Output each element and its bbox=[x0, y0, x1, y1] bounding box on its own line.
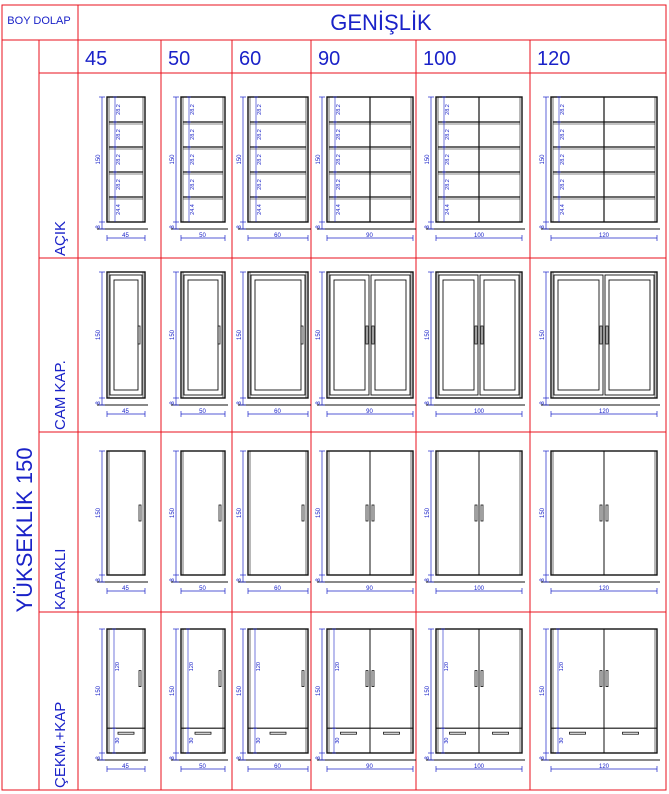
height-dimension-label: 150 bbox=[170, 154, 176, 165]
cabinet-open-120 bbox=[540, 97, 660, 241]
width-label-120: 120 bbox=[537, 48, 571, 70]
plinth-dimension-label: 8 bbox=[540, 225, 546, 229]
door-handle bbox=[366, 326, 368, 344]
plinth-dimension-label: 8 bbox=[170, 401, 176, 405]
cabinet-glass-50 bbox=[170, 272, 228, 417]
plinth-dimension-label: 8 bbox=[540, 756, 546, 760]
cabinet-body bbox=[248, 451, 308, 575]
plinth-dimension-label: 8 bbox=[96, 225, 102, 229]
cabinet-drawer-50 bbox=[170, 629, 228, 772]
cabinet-door-50 bbox=[170, 451, 228, 594]
height-dimension-label: 150 bbox=[316, 329, 322, 341]
drawer-handle bbox=[195, 732, 211, 734]
door-frame bbox=[371, 275, 410, 395]
door-handle bbox=[139, 671, 141, 687]
shelf-dimension-label: 28.2 bbox=[445, 154, 451, 165]
height-dimension-label: 150 bbox=[96, 329, 102, 341]
width-dimension-label: 45 bbox=[122, 409, 129, 415]
shelf-dimension-label: 28.2 bbox=[116, 104, 122, 115]
cabinet-open-100 bbox=[425, 97, 525, 241]
door-frame bbox=[184, 275, 222, 395]
shelf-dimension-label: 24.4 bbox=[190, 204, 196, 215]
cabinet-open-90 bbox=[316, 97, 416, 241]
row-label: ÇEKM.+KAP bbox=[52, 701, 69, 788]
width-label-90: 90 bbox=[318, 48, 341, 70]
shelf-dimension-label: 28.2 bbox=[560, 104, 566, 115]
glass-panel bbox=[609, 280, 650, 390]
height-dimension-label: 150 bbox=[540, 154, 546, 165]
width-dimension-label: 120 bbox=[598, 586, 610, 592]
shelf-dimension-label: 24.4 bbox=[336, 204, 342, 215]
door-handle bbox=[481, 326, 483, 344]
width-dimension-label: 100 bbox=[473, 586, 485, 592]
cabinet-open-60 bbox=[237, 97, 311, 241]
door-handle bbox=[372, 326, 374, 344]
plinth-dimension-label: 8 bbox=[237, 225, 243, 229]
door-handle bbox=[606, 505, 608, 521]
plinth-dimension-label: 8 bbox=[96, 401, 102, 405]
width-dimension-label: 100 bbox=[473, 764, 485, 770]
width-dimension-label: 50 bbox=[199, 233, 206, 239]
corner-label: BOY DOLAP bbox=[7, 15, 71, 27]
plinth-dimension-label: 8 bbox=[316, 578, 322, 582]
shelf-dimension-label: 28.2 bbox=[257, 154, 263, 165]
plinth-dimension-label: 8 bbox=[425, 225, 431, 229]
door-frame bbox=[480, 275, 519, 395]
height-dimension-label: 150 bbox=[237, 507, 243, 519]
height-dimension-label: 150 bbox=[425, 685, 431, 697]
plinth-dimension-label: 8 bbox=[237, 578, 243, 582]
cabinet-door-90 bbox=[316, 451, 416, 594]
glass-panel bbox=[375, 280, 406, 390]
door-handle bbox=[138, 326, 140, 344]
upper-dimension-label: 120 bbox=[335, 662, 341, 672]
cabinet-body bbox=[248, 272, 308, 398]
width-dimension-label: 60 bbox=[274, 586, 281, 592]
glass-panel bbox=[484, 280, 515, 390]
height-title: YÜKSEKLİK 150 bbox=[12, 447, 37, 613]
height-dimension-label: 150 bbox=[425, 154, 431, 165]
width-dimension-label: 90 bbox=[366, 764, 373, 770]
plinth-dimension-label: 8 bbox=[425, 401, 431, 405]
width-dimension-label: 120 bbox=[598, 409, 610, 415]
drawer-dimension-label: 30 bbox=[189, 737, 195, 744]
cabinet-door-60 bbox=[237, 451, 311, 594]
plinth-dimension-label: 8 bbox=[425, 756, 431, 760]
width-dimension-label: 45 bbox=[122, 233, 129, 239]
glass-panel bbox=[443, 280, 474, 390]
door-handle bbox=[475, 671, 477, 687]
drawer-dimension-label: 30 bbox=[115, 737, 121, 744]
width-dimension-label: 100 bbox=[473, 233, 485, 239]
shelf-dimension-label: 24.4 bbox=[116, 204, 122, 215]
glass-panel bbox=[558, 280, 599, 390]
shelf-dimension-label: 28.2 bbox=[257, 129, 263, 140]
width-dimension-label: 50 bbox=[199, 409, 206, 415]
height-dimension-label: 150 bbox=[170, 685, 176, 697]
plinth-dimension-label: 8 bbox=[540, 401, 546, 405]
glass-panel bbox=[188, 280, 218, 390]
door-handle bbox=[366, 505, 368, 521]
door-frame bbox=[439, 275, 478, 395]
shelf-dimension-label: 28.2 bbox=[190, 154, 196, 165]
drawer-handle bbox=[341, 732, 357, 734]
shelf-dimension-label: 28.2 bbox=[257, 179, 263, 190]
door-handle bbox=[218, 326, 220, 344]
height-dimension-label: 150 bbox=[316, 154, 322, 165]
height-dimension-label: 150 bbox=[237, 685, 243, 697]
door-handle bbox=[475, 326, 477, 344]
cabinet-body bbox=[107, 272, 145, 398]
plinth-dimension-label: 8 bbox=[96, 578, 102, 582]
plinth-dimension-label: 8 bbox=[316, 225, 322, 229]
width-dimension-label: 90 bbox=[366, 586, 373, 592]
shelf-dimension-label: 28.2 bbox=[116, 179, 122, 190]
cabinet-glass-100 bbox=[425, 272, 525, 417]
cabinet-body bbox=[436, 272, 522, 398]
height-dimension-label: 150 bbox=[96, 154, 102, 165]
width-dimension-label: 45 bbox=[122, 764, 129, 770]
cabinet-drawer-90 bbox=[316, 629, 416, 772]
height-dimension-label: 150 bbox=[96, 685, 102, 697]
cabinet-door-100 bbox=[425, 451, 525, 594]
upper-dimension-label: 120 bbox=[559, 662, 565, 672]
cabinet-body bbox=[181, 451, 225, 575]
door-handle bbox=[219, 671, 221, 687]
width-dimension-label: 60 bbox=[274, 233, 281, 239]
shelf-dimension-label: 28.2 bbox=[560, 179, 566, 190]
plinth-dimension-label: 8 bbox=[237, 756, 243, 760]
door-handle bbox=[606, 326, 608, 344]
height-dimension-label: 150 bbox=[96, 507, 102, 519]
plinth-dimension-label: 8 bbox=[96, 756, 102, 760]
width-label-45: 45 bbox=[85, 48, 108, 70]
upper-dimension-label: 120 bbox=[115, 662, 121, 672]
width-dimension-label: 120 bbox=[598, 233, 610, 239]
door-handle bbox=[302, 505, 304, 521]
door-frame bbox=[251, 275, 305, 395]
cabinet-drawings bbox=[96, 97, 660, 772]
cabinet-glass-90 bbox=[316, 272, 416, 417]
cabinet-drawer-60 bbox=[237, 629, 311, 772]
glass-panel bbox=[334, 280, 365, 390]
glass-panel bbox=[114, 280, 138, 390]
door-handle bbox=[481, 505, 483, 521]
door-handle bbox=[600, 505, 602, 521]
upper-dimension-label: 120 bbox=[256, 662, 262, 672]
door-frame bbox=[605, 275, 654, 395]
plinth-dimension-label: 8 bbox=[237, 401, 243, 405]
cabinet-glass-120 bbox=[540, 272, 660, 417]
shelf-dimension-label: 24.4 bbox=[445, 204, 451, 215]
cabinet-drawer-100 bbox=[425, 629, 525, 772]
cabinet-drawer-120 bbox=[540, 629, 660, 772]
height-dimension-label: 150 bbox=[425, 507, 431, 519]
height-dimension-label: 150 bbox=[540, 329, 546, 341]
width-dimension-label: 60 bbox=[274, 764, 281, 770]
width-dimension-label: 50 bbox=[199, 764, 206, 770]
width-dimension-label: 120 bbox=[598, 764, 610, 770]
shelf-dimension-label: 28.2 bbox=[190, 179, 196, 190]
width-labels bbox=[85, 48, 570, 70]
door-handle bbox=[302, 671, 304, 687]
cabinet-body bbox=[181, 97, 225, 222]
shelf-dimension-label: 28.2 bbox=[190, 129, 196, 140]
drawer-handle bbox=[623, 732, 639, 734]
drawer-handle bbox=[450, 732, 466, 734]
width-dimension-label: 60 bbox=[274, 409, 281, 415]
shelf-dimension-label: 24.4 bbox=[257, 204, 263, 215]
door-frame bbox=[110, 275, 142, 395]
shelf-dimension-label: 28.2 bbox=[336, 104, 342, 115]
shelf-dimension-label: 28.2 bbox=[116, 154, 122, 165]
door-handle bbox=[475, 505, 477, 521]
door-handle bbox=[301, 326, 303, 344]
table-header bbox=[7, 10, 432, 613]
width-title: GENİŞLİK bbox=[330, 10, 432, 35]
door-handle bbox=[219, 505, 221, 521]
cabinet-open-50 bbox=[170, 97, 228, 241]
shelf-dimension-label: 24.4 bbox=[560, 204, 566, 215]
height-dimension-label: 150 bbox=[316, 507, 322, 519]
height-dimension-label: 150 bbox=[425, 329, 431, 341]
drawer-dimension-label: 30 bbox=[256, 737, 262, 744]
shelf-dimension-label: 28.2 bbox=[445, 129, 451, 140]
plinth-dimension-label: 8 bbox=[170, 225, 176, 229]
width-dimension-label: 45 bbox=[122, 586, 129, 592]
width-dimension-label: 90 bbox=[366, 233, 373, 239]
shelf-dimension-label: 28.2 bbox=[560, 154, 566, 165]
shelf-dimension-label: 28.2 bbox=[116, 129, 122, 140]
door-handle bbox=[139, 505, 141, 521]
drawer-dimension-label: 30 bbox=[335, 737, 341, 744]
cabinet-body bbox=[551, 272, 657, 398]
height-dimension-label: 150 bbox=[237, 329, 243, 341]
shelf-dimension-label: 28.2 bbox=[336, 129, 342, 140]
drawer-dimension-label: 30 bbox=[559, 737, 565, 744]
door-handle bbox=[606, 671, 608, 687]
width-label-100: 100 bbox=[423, 48, 457, 70]
drawer-handle bbox=[384, 732, 400, 734]
width-dimension-label: 100 bbox=[473, 409, 485, 415]
door-handle bbox=[372, 505, 374, 521]
row-label: AÇIK bbox=[52, 220, 69, 256]
width-label-60: 60 bbox=[239, 48, 262, 70]
height-dimension-label: 150 bbox=[237, 154, 243, 165]
door-frame bbox=[554, 275, 603, 395]
plinth-dimension-label: 8 bbox=[316, 401, 322, 405]
height-dimension-label: 150 bbox=[170, 507, 176, 519]
row-label: KAPAKLI bbox=[52, 548, 69, 610]
shelf-dimension-label: 28.2 bbox=[336, 179, 342, 190]
door-handle bbox=[600, 326, 602, 344]
drawer-handle bbox=[493, 732, 509, 734]
shelf-dimension-label: 28.2 bbox=[336, 154, 342, 165]
shelf-dimension-label: 28.2 bbox=[190, 104, 196, 115]
door-handle bbox=[366, 671, 368, 687]
drawer-handle bbox=[118, 732, 134, 734]
cabinet-open-45 bbox=[96, 97, 148, 241]
shelf-dimension-label: 28.2 bbox=[560, 129, 566, 140]
cabinet-body bbox=[327, 272, 413, 398]
height-dimension-label: 150 bbox=[170, 329, 176, 341]
door-handle bbox=[481, 671, 483, 687]
plinth-dimension-label: 8 bbox=[170, 756, 176, 760]
cabinet-body bbox=[107, 97, 145, 222]
cabinet-glass-60 bbox=[237, 272, 311, 417]
plinth-dimension-label: 8 bbox=[170, 578, 176, 582]
row-label: CAM KAP. bbox=[52, 360, 69, 430]
width-dimension-label: 90 bbox=[366, 409, 373, 415]
width-label-50: 50 bbox=[168, 48, 191, 70]
glass-panel bbox=[255, 280, 301, 390]
drawer-handle bbox=[270, 732, 286, 734]
cabinet-drawer-45 bbox=[96, 629, 148, 772]
cabinet-door-45 bbox=[96, 451, 148, 594]
upper-dimension-label: 120 bbox=[444, 662, 450, 672]
shelf-dimension-label: 28.2 bbox=[445, 179, 451, 190]
plinth-dimension-label: 8 bbox=[425, 578, 431, 582]
width-dimension-label: 50 bbox=[199, 586, 206, 592]
drawer-dimension-label: 30 bbox=[444, 737, 450, 744]
plinth-dimension-label: 8 bbox=[540, 578, 546, 582]
row-labels bbox=[52, 221, 69, 788]
height-dimension-label: 150 bbox=[316, 685, 322, 697]
door-frame bbox=[330, 275, 369, 395]
shelf-dimension-label: 28.2 bbox=[445, 104, 451, 115]
drawer-handle bbox=[570, 732, 586, 734]
cabinet-glass-45 bbox=[96, 272, 148, 417]
cabinet-door-120 bbox=[540, 451, 660, 594]
door-handle bbox=[372, 671, 374, 687]
upper-dimension-label: 120 bbox=[189, 662, 195, 672]
plinth-dimension-label: 8 bbox=[316, 756, 322, 760]
door-handle bbox=[600, 671, 602, 687]
height-dimension-label: 150 bbox=[540, 507, 546, 519]
shelf-dimension-label: 28.2 bbox=[257, 104, 263, 115]
height-dimension-label: 150 bbox=[540, 685, 546, 697]
